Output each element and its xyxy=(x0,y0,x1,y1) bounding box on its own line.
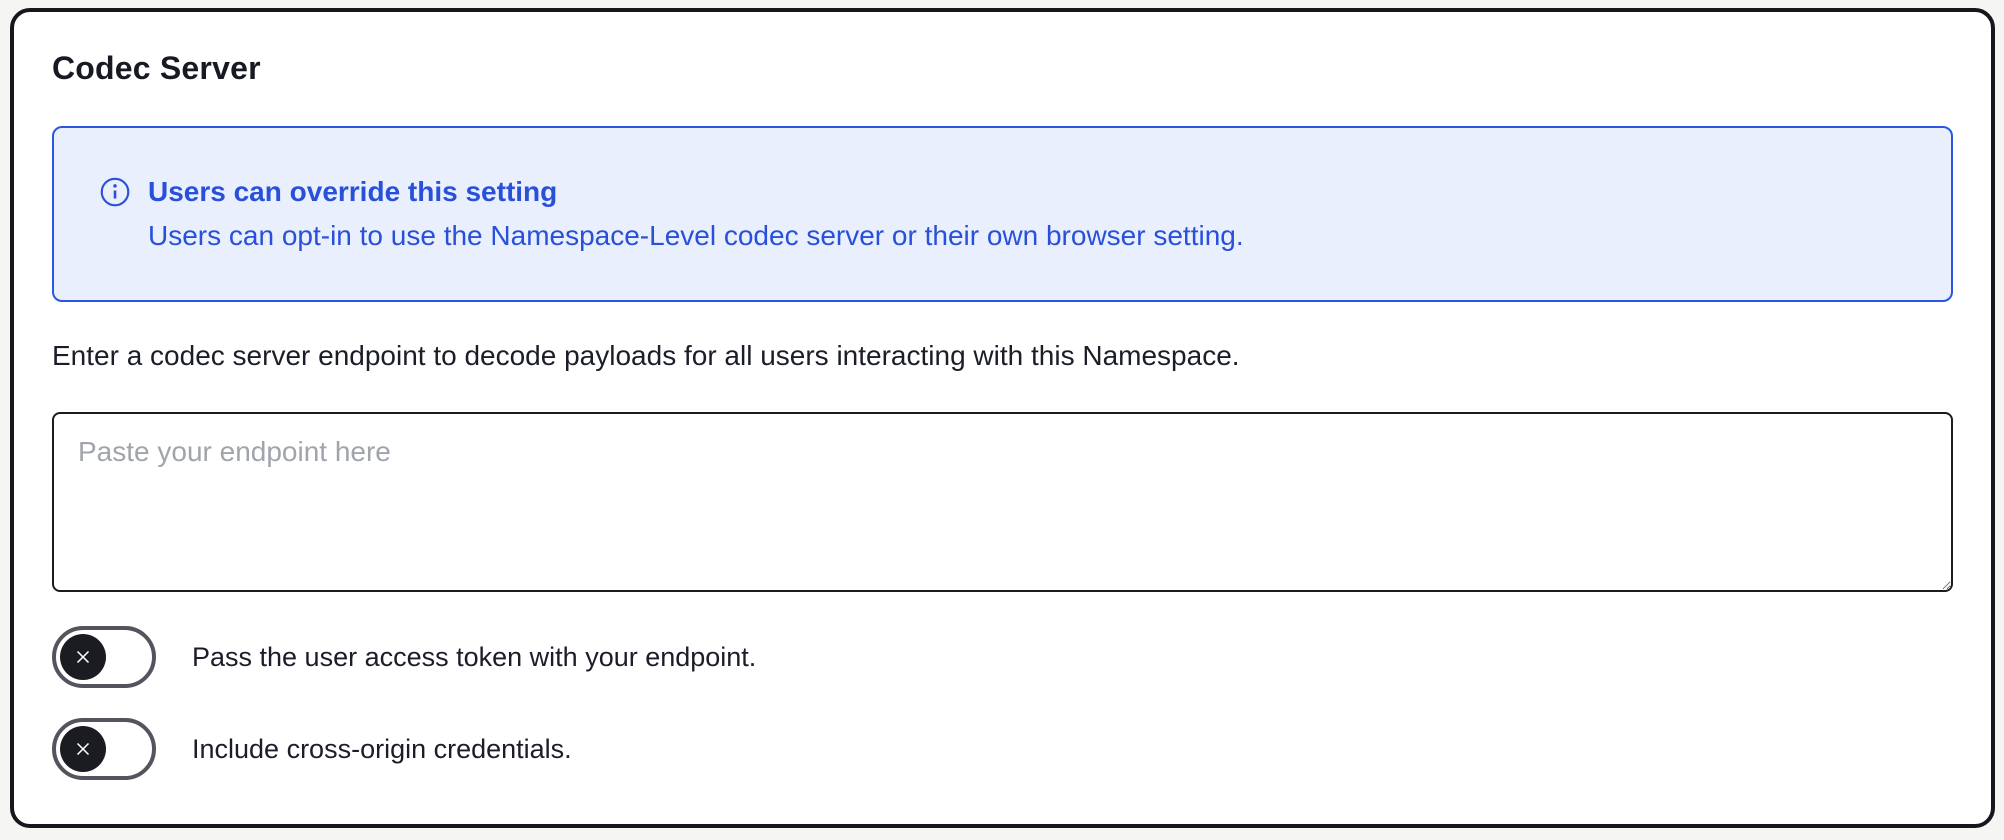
page-title: Codec Server xyxy=(52,50,261,86)
cross-origin-row xyxy=(52,718,1953,780)
x-icon xyxy=(72,738,94,760)
toggle-cross-origin-credentials[interactable] xyxy=(52,718,156,780)
access-token-row xyxy=(52,626,1953,688)
toggle-knob xyxy=(60,726,106,772)
endpoint-input[interactable] xyxy=(52,412,1953,592)
codec-server-card xyxy=(10,8,1995,828)
info-banner-title: Users can override this setting xyxy=(148,175,558,207)
toggle-access-token[interactable] xyxy=(52,626,156,688)
info-icon xyxy=(100,177,130,207)
toggle-knob xyxy=(60,634,106,680)
access-token-label: Pass the user access token with your endpoint. xyxy=(192,641,757,672)
endpoint-description: Enter a codec server endpoint to decode payloads for all users interacting with this Namespace. xyxy=(52,339,1240,371)
cross-origin-label: Include cross-origin credentials. xyxy=(192,733,572,764)
info-banner-description: Users can opt-in to use the Namespace-Level codec server or their own browser setting. xyxy=(148,219,1244,251)
info-banner xyxy=(52,126,1953,302)
x-icon xyxy=(72,646,94,668)
info-banner-text xyxy=(148,170,1244,258)
